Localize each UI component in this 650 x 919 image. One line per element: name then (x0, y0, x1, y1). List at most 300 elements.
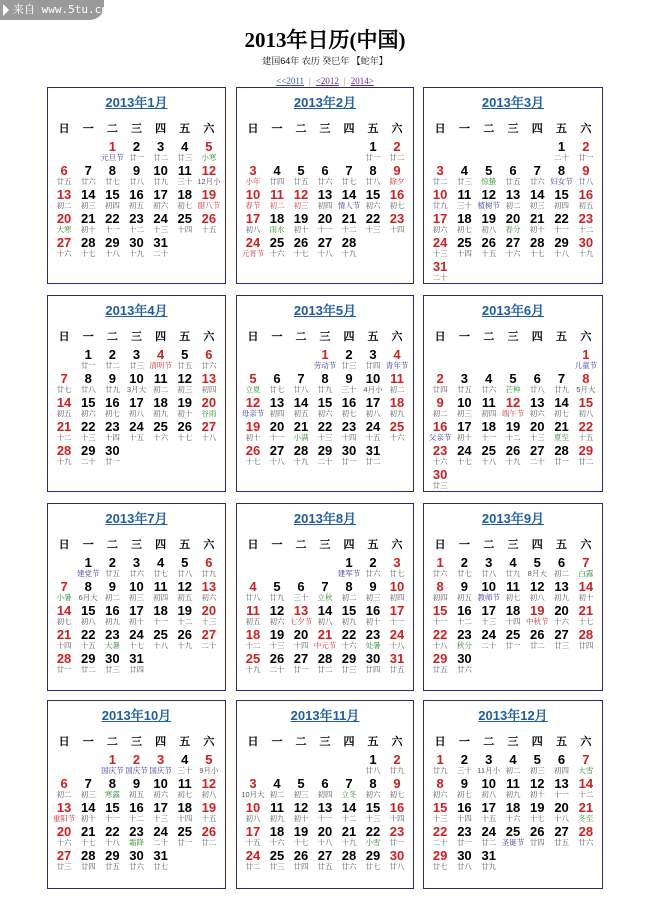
day-cell[interactable] (52, 212, 76, 236)
day-cell[interactable] (574, 628, 598, 652)
day-cell[interactable] (197, 556, 221, 580)
day-cell[interactable] (549, 236, 573, 260)
day-cell[interactable] (241, 652, 265, 676)
day-cell[interactable] (549, 140, 573, 164)
day-cell[interactable] (313, 604, 337, 628)
day-cell[interactable] (385, 420, 409, 444)
day-cell[interactable] (173, 628, 197, 652)
day-cell[interactable] (574, 825, 598, 849)
day-cell[interactable] (337, 652, 361, 676)
day-cell[interactable] (197, 825, 221, 849)
day-cell[interactable] (241, 580, 265, 604)
day-cell[interactable] (428, 212, 452, 236)
day-cell[interactable] (477, 556, 501, 580)
day-cell[interactable] (241, 212, 265, 236)
day-cell[interactable] (525, 753, 549, 777)
day-cell[interactable] (501, 420, 525, 444)
day-cell[interactable] (124, 140, 148, 164)
day-cell[interactable] (76, 580, 100, 604)
day-cell[interactable] (549, 556, 573, 580)
day-cell[interactable] (313, 652, 337, 676)
day-cell[interactable] (361, 580, 385, 604)
day-cell[interactable] (173, 556, 197, 580)
day-cell[interactable] (501, 753, 525, 777)
month-title-link[interactable]: 2013年8月 (293, 511, 357, 526)
day-cell[interactable] (337, 212, 361, 236)
day-cell[interactable] (124, 628, 148, 652)
day-cell[interactable] (124, 212, 148, 236)
day-cell[interactable] (265, 801, 289, 825)
day-cell[interactable] (173, 212, 197, 236)
day-cell[interactable] (574, 420, 598, 444)
day-cell[interactable] (477, 444, 501, 468)
day-cell[interactable] (313, 777, 337, 801)
day-cell[interactable] (549, 420, 573, 444)
day-cell[interactable] (452, 444, 476, 468)
month-title-link[interactable]: 2013年7月 (105, 511, 168, 526)
day-cell[interactable] (452, 420, 476, 444)
day-cell[interactable] (124, 849, 148, 873)
day-cell[interactable] (525, 556, 549, 580)
day-cell[interactable] (313, 849, 337, 873)
day-cell[interactable] (337, 444, 361, 468)
day-cell[interactable] (100, 580, 124, 604)
day-cell[interactable] (477, 164, 501, 188)
day-cell[interactable] (525, 212, 549, 236)
day-cell[interactable] (149, 420, 173, 444)
day-cell[interactable] (361, 164, 385, 188)
day-cell[interactable] (574, 348, 598, 372)
day-cell[interactable] (52, 628, 76, 652)
day-cell[interactable] (52, 777, 76, 801)
day-cell[interactable] (149, 825, 173, 849)
day-cell[interactable] (100, 801, 124, 825)
day-cell[interactable] (501, 604, 525, 628)
day-cell[interactable] (337, 628, 361, 652)
day-cell[interactable] (289, 652, 313, 676)
day-cell[interactable] (574, 604, 598, 628)
day-cell[interactable] (549, 396, 573, 420)
day-cell[interactable] (265, 420, 289, 444)
day-cell[interactable] (428, 753, 452, 777)
day-cell[interactable] (124, 188, 148, 212)
day-cell[interactable] (361, 777, 385, 801)
day-cell[interactable] (52, 188, 76, 212)
day-cell[interactable] (100, 777, 124, 801)
day-cell[interactable] (361, 396, 385, 420)
day-cell[interactable] (313, 212, 337, 236)
day-cell[interactable] (452, 801, 476, 825)
day-cell[interactable] (361, 188, 385, 212)
day-cell[interactable] (313, 580, 337, 604)
day-cell[interactable] (549, 628, 573, 652)
day-cell[interactable] (452, 580, 476, 604)
day-cell[interactable] (124, 652, 148, 676)
day-cell[interactable] (289, 396, 313, 420)
day-cell[interactable] (313, 188, 337, 212)
day-cell[interactable] (428, 801, 452, 825)
day-cell[interactable] (100, 348, 124, 372)
day-cell[interactable] (428, 396, 452, 420)
day-cell[interactable] (337, 849, 361, 873)
day-cell[interactable] (241, 372, 265, 396)
day-cell[interactable] (337, 777, 361, 801)
day-cell[interactable] (549, 604, 573, 628)
day-cell[interactable] (501, 628, 525, 652)
day-cell[interactable] (385, 753, 409, 777)
day-cell[interactable] (173, 801, 197, 825)
day-cell[interactable] (241, 396, 265, 420)
day-cell[interactable] (100, 628, 124, 652)
day-cell[interactable] (501, 801, 525, 825)
day-cell[interactable] (428, 260, 452, 284)
day-cell[interactable] (313, 420, 337, 444)
day-cell[interactable] (574, 556, 598, 580)
day-cell[interactable] (385, 556, 409, 580)
day-cell[interactable] (337, 825, 361, 849)
day-cell[interactable] (452, 777, 476, 801)
day-cell[interactable] (477, 236, 501, 260)
day-cell[interactable] (452, 628, 476, 652)
day-cell[interactable] (52, 164, 76, 188)
day-cell[interactable] (265, 372, 289, 396)
day-cell[interactable] (124, 348, 148, 372)
day-cell[interactable] (100, 753, 124, 777)
day-cell[interactable] (76, 348, 100, 372)
day-cell[interactable] (52, 372, 76, 396)
day-cell[interactable] (76, 212, 100, 236)
day-cell[interactable] (385, 628, 409, 652)
day-cell[interactable] (149, 188, 173, 212)
day-cell[interactable] (173, 753, 197, 777)
day-cell[interactable] (241, 236, 265, 260)
day-cell[interactable] (265, 396, 289, 420)
day-cell[interactable] (173, 604, 197, 628)
day-cell[interactable] (100, 212, 124, 236)
day-cell[interactable] (361, 140, 385, 164)
day-cell[interactable] (385, 825, 409, 849)
day-cell[interactable] (313, 372, 337, 396)
day-cell[interactable] (452, 212, 476, 236)
day-cell[interactable] (549, 580, 573, 604)
day-cell[interactable] (265, 164, 289, 188)
day-cell[interactable] (525, 396, 549, 420)
day-cell[interactable] (428, 164, 452, 188)
day-cell[interactable] (501, 556, 525, 580)
day-cell[interactable] (265, 236, 289, 260)
day-cell[interactable] (197, 801, 221, 825)
day-cell[interactable] (337, 556, 361, 580)
day-cell[interactable] (337, 236, 361, 260)
day-cell[interactable] (265, 212, 289, 236)
day-cell[interactable] (361, 825, 385, 849)
day-cell[interactable] (549, 164, 573, 188)
day-cell[interactable] (501, 372, 525, 396)
day-cell[interactable] (52, 652, 76, 676)
day-cell[interactable] (428, 420, 452, 444)
day-cell[interactable] (265, 825, 289, 849)
day-cell[interactable] (525, 188, 549, 212)
day-cell[interactable] (452, 604, 476, 628)
day-cell[interactable] (337, 801, 361, 825)
day-cell[interactable] (241, 777, 265, 801)
day-cell[interactable] (124, 396, 148, 420)
day-cell[interactable] (197, 348, 221, 372)
day-cell[interactable] (52, 604, 76, 628)
month-title-link[interactable]: 2013年12月 (478, 708, 548, 723)
day-cell[interactable] (76, 372, 100, 396)
day-cell[interactable] (124, 556, 148, 580)
day-cell[interactable] (149, 628, 173, 652)
day-cell[interactable] (289, 801, 313, 825)
day-cell[interactable] (265, 444, 289, 468)
day-cell[interactable] (52, 444, 76, 468)
day-cell[interactable] (477, 849, 501, 873)
day-cell[interactable] (197, 580, 221, 604)
day-cell[interactable] (428, 580, 452, 604)
day-cell[interactable] (385, 372, 409, 396)
day-cell[interactable] (501, 580, 525, 604)
day-cell[interactable] (477, 628, 501, 652)
day-cell[interactable] (428, 825, 452, 849)
day-cell[interactable] (52, 801, 76, 825)
day-cell[interactable] (76, 652, 100, 676)
day-cell[interactable] (52, 396, 76, 420)
day-cell[interactable] (385, 801, 409, 825)
day-cell[interactable] (385, 212, 409, 236)
day-cell[interactable] (173, 140, 197, 164)
day-cell[interactable] (149, 849, 173, 873)
day-cell[interactable] (337, 164, 361, 188)
day-cell[interactable] (265, 188, 289, 212)
day-cell[interactable] (452, 396, 476, 420)
day-cell[interactable] (52, 825, 76, 849)
month-title-link[interactable]: 2013年11月 (290, 708, 360, 723)
day-cell[interactable] (76, 825, 100, 849)
day-cell[interactable] (313, 628, 337, 652)
day-cell[interactable] (337, 372, 361, 396)
day-cell[interactable] (428, 849, 452, 873)
day-cell[interactable] (361, 652, 385, 676)
day-cell[interactable] (428, 777, 452, 801)
day-cell[interactable] (361, 753, 385, 777)
day-cell[interactable] (549, 188, 573, 212)
day-cell[interactable] (289, 420, 313, 444)
day-cell[interactable] (173, 348, 197, 372)
day-cell[interactable] (197, 140, 221, 164)
day-cell[interactable] (173, 396, 197, 420)
day-cell[interactable] (76, 444, 100, 468)
day-cell[interactable] (574, 188, 598, 212)
day-cell[interactable] (574, 777, 598, 801)
day-cell[interactable] (52, 420, 76, 444)
day-cell[interactable] (574, 801, 598, 825)
day-cell[interactable] (525, 825, 549, 849)
day-cell[interactable] (149, 372, 173, 396)
day-cell[interactable] (149, 236, 173, 260)
day-cell[interactable] (289, 777, 313, 801)
day-cell[interactable] (525, 801, 549, 825)
day-cell[interactable] (477, 825, 501, 849)
day-cell[interactable] (549, 753, 573, 777)
day-cell[interactable] (241, 628, 265, 652)
day-cell[interactable] (76, 420, 100, 444)
month-title-link[interactable]: 2013年3月 (481, 95, 545, 110)
day-cell[interactable] (289, 580, 313, 604)
day-cell[interactable] (549, 777, 573, 801)
day-cell[interactable] (100, 420, 124, 444)
day-cell[interactable] (452, 164, 476, 188)
day-cell[interactable] (100, 604, 124, 628)
day-cell[interactable] (501, 444, 525, 468)
day-cell[interactable] (574, 444, 598, 468)
day-cell[interactable] (100, 164, 124, 188)
day-cell[interactable] (149, 604, 173, 628)
day-cell[interactable] (525, 628, 549, 652)
day-cell[interactable] (501, 212, 525, 236)
day-cell[interactable] (197, 188, 221, 212)
day-cell[interactable] (124, 164, 148, 188)
day-cell[interactable] (124, 372, 148, 396)
day-cell[interactable] (452, 652, 476, 676)
day-cell[interactable] (361, 444, 385, 468)
day-cell[interactable] (76, 801, 100, 825)
day-cell[interactable] (337, 188, 361, 212)
day-cell[interactable] (361, 604, 385, 628)
day-cell[interactable] (337, 580, 361, 604)
day-cell[interactable] (197, 212, 221, 236)
day-cell[interactable] (477, 580, 501, 604)
day-cell[interactable] (241, 420, 265, 444)
day-cell[interactable] (313, 348, 337, 372)
day-cell[interactable] (197, 372, 221, 396)
day-cell[interactable] (501, 825, 525, 849)
month-title-link[interactable]: 2013年1月 (105, 95, 168, 110)
year-link-2011[interactable]: <<2011 (276, 76, 305, 86)
day-cell[interactable] (385, 188, 409, 212)
day-cell[interactable] (385, 580, 409, 604)
day-cell[interactable] (525, 420, 549, 444)
day-cell[interactable] (124, 604, 148, 628)
month-title-link[interactable]: 2013年2月 (293, 95, 357, 110)
day-cell[interactable] (525, 777, 549, 801)
day-cell[interactable] (361, 420, 385, 444)
day-cell[interactable] (501, 188, 525, 212)
day-cell[interactable] (289, 212, 313, 236)
day-cell[interactable] (173, 777, 197, 801)
day-cell[interactable] (149, 556, 173, 580)
day-cell[interactable] (361, 801, 385, 825)
day-cell[interactable] (173, 580, 197, 604)
day-cell[interactable] (197, 396, 221, 420)
day-cell[interactable] (197, 420, 221, 444)
day-cell[interactable] (197, 604, 221, 628)
day-cell[interactable] (385, 777, 409, 801)
day-cell[interactable] (428, 188, 452, 212)
day-cell[interactable] (124, 420, 148, 444)
day-cell[interactable] (241, 825, 265, 849)
day-cell[interactable] (525, 236, 549, 260)
day-cell[interactable] (361, 628, 385, 652)
day-cell[interactable] (385, 396, 409, 420)
day-cell[interactable] (428, 652, 452, 676)
day-cell[interactable] (549, 825, 573, 849)
day-cell[interactable] (428, 372, 452, 396)
day-cell[interactable] (574, 372, 598, 396)
day-cell[interactable] (361, 556, 385, 580)
day-cell[interactable] (173, 188, 197, 212)
day-cell[interactable] (525, 444, 549, 468)
day-cell[interactable] (100, 372, 124, 396)
day-cell[interactable] (76, 556, 100, 580)
day-cell[interactable] (241, 444, 265, 468)
day-cell[interactable] (313, 825, 337, 849)
day-cell[interactable] (574, 753, 598, 777)
day-cell[interactable] (100, 140, 124, 164)
day-cell[interactable] (477, 212, 501, 236)
day-cell[interactable] (149, 580, 173, 604)
day-cell[interactable] (289, 444, 313, 468)
day-cell[interactable] (124, 825, 148, 849)
day-cell[interactable] (100, 444, 124, 468)
day-cell[interactable] (149, 801, 173, 825)
day-cell[interactable] (149, 164, 173, 188)
day-cell[interactable] (452, 188, 476, 212)
day-cell[interactable] (361, 372, 385, 396)
day-cell[interactable] (428, 444, 452, 468)
day-cell[interactable] (197, 164, 221, 188)
day-cell[interactable] (76, 849, 100, 873)
day-cell[interactable] (76, 188, 100, 212)
day-cell[interactable] (452, 753, 476, 777)
day-cell[interactable] (313, 801, 337, 825)
day-cell[interactable] (76, 604, 100, 628)
day-cell[interactable] (76, 396, 100, 420)
day-cell[interactable] (76, 164, 100, 188)
day-cell[interactable] (149, 348, 173, 372)
day-cell[interactable] (477, 188, 501, 212)
day-cell[interactable] (289, 164, 313, 188)
day-cell[interactable] (265, 580, 289, 604)
day-cell[interactable] (452, 825, 476, 849)
month-title-link[interactable]: 2013年5月 (293, 303, 357, 318)
day-cell[interactable] (525, 580, 549, 604)
day-cell[interactable] (52, 849, 76, 873)
day-cell[interactable] (525, 372, 549, 396)
day-cell[interactable] (149, 396, 173, 420)
day-cell[interactable] (501, 236, 525, 260)
day-cell[interactable] (241, 849, 265, 873)
day-cell[interactable] (361, 348, 385, 372)
day-cell[interactable] (477, 396, 501, 420)
day-cell[interactable] (265, 604, 289, 628)
day-cell[interactable] (452, 849, 476, 873)
day-cell[interactable] (76, 236, 100, 260)
day-cell[interactable] (385, 140, 409, 164)
day-cell[interactable] (574, 396, 598, 420)
day-cell[interactable] (241, 604, 265, 628)
day-cell[interactable] (265, 777, 289, 801)
day-cell[interactable] (100, 825, 124, 849)
day-cell[interactable] (52, 236, 76, 260)
day-cell[interactable] (289, 372, 313, 396)
day-cell[interactable] (361, 849, 385, 873)
day-cell[interactable] (289, 236, 313, 260)
day-cell[interactable] (173, 164, 197, 188)
day-cell[interactable] (385, 164, 409, 188)
day-cell[interactable] (361, 212, 385, 236)
day-cell[interactable] (149, 140, 173, 164)
